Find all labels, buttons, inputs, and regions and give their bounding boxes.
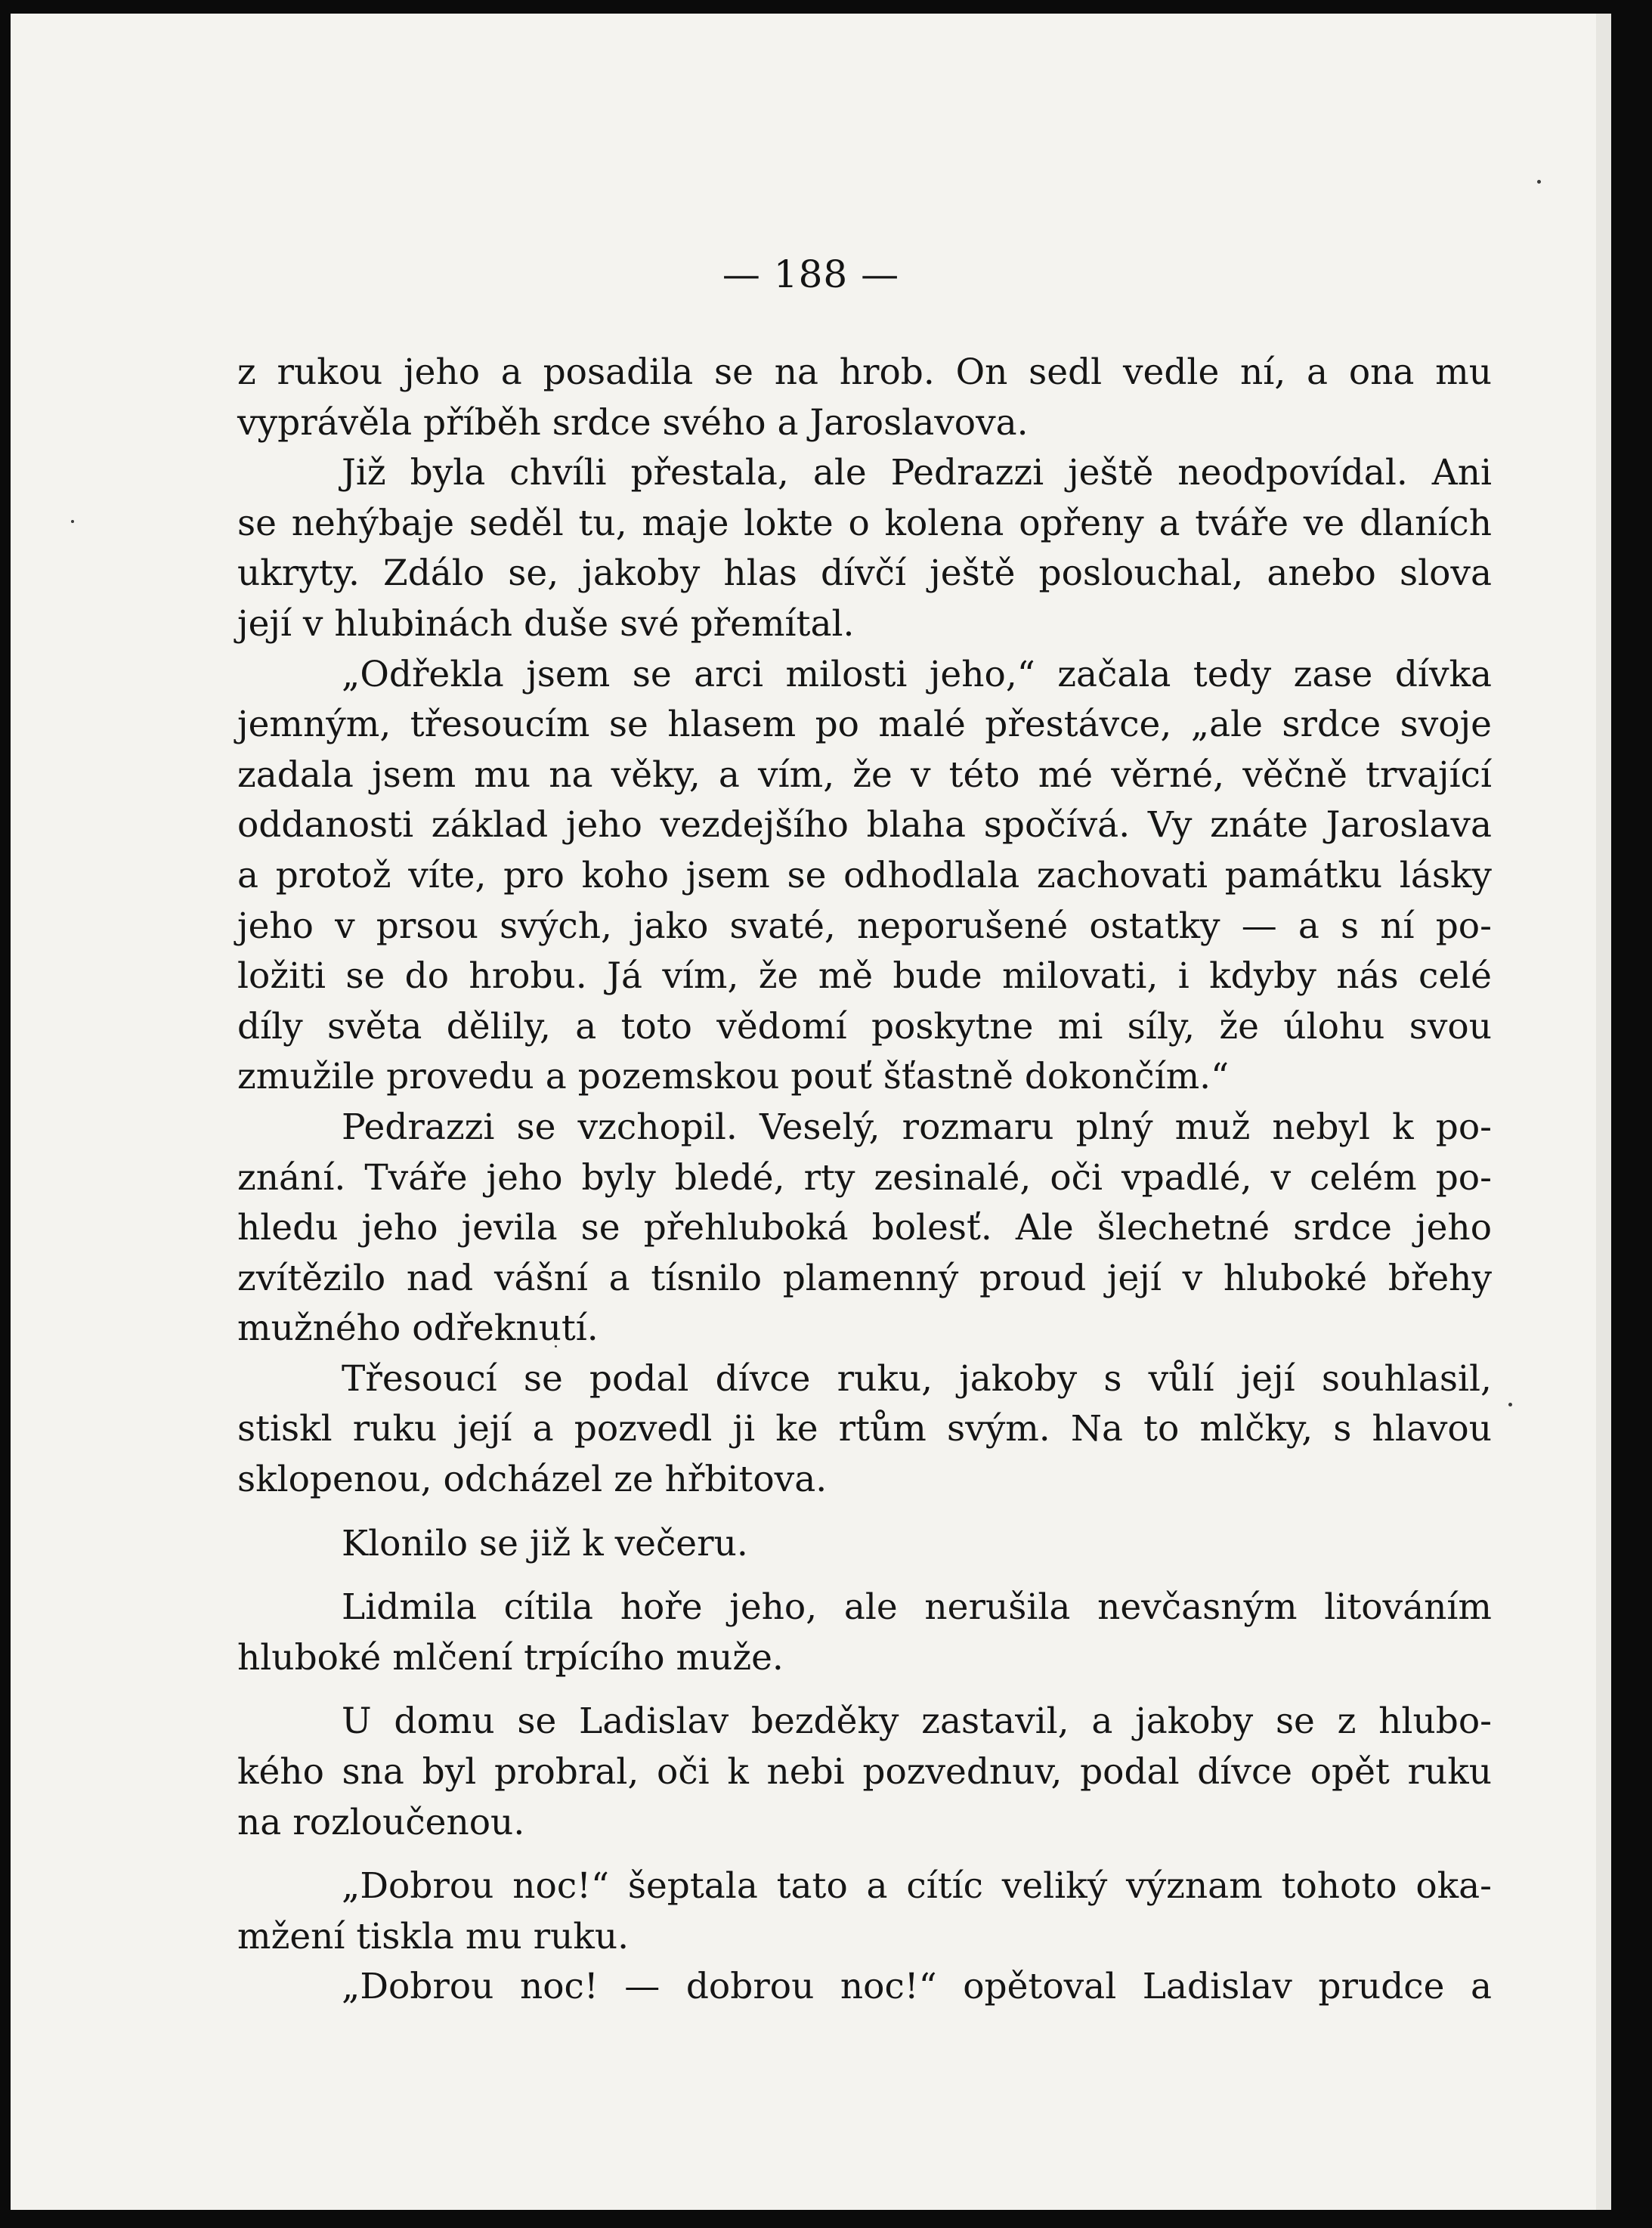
text-line: sklopenou, odcházel ze hřbitova. xyxy=(237,1459,828,1501)
page-number: — 188 — xyxy=(722,252,900,296)
paragraph-gap xyxy=(237,1848,1492,1861)
paper-speck xyxy=(1537,180,1541,184)
text-line: zadala jsem mu na věky, a vím, že v této mé věrné, věčně trvající xyxy=(237,753,1492,796)
text-line: a protož víte, pro koho jsem se odhodlala zachovati památku lásky xyxy=(237,854,1492,896)
text-line: mžení tiskla mu ruku. xyxy=(237,1915,630,1957)
paragraph-gap xyxy=(237,1505,1492,1519)
text-line: znání. Tváře jeho byly bledé, rty zesinalé, oči vpadlé, v celém po- xyxy=(237,1156,1492,1199)
paper-speck xyxy=(71,520,74,523)
text-line: Již byla chvíli přestala, ale Pedrazzi ještě neodpovídal. Ani xyxy=(342,452,1492,494)
text-line: ložiti se do hrobu. Já vím, že mě bude milovati, i kdyby nás celé xyxy=(237,955,1492,998)
text-line: mužného odřeknutí. xyxy=(237,1307,599,1350)
text-line: „Odřekla jsem se arci milosti jeho,“ začala tedy zase dívka xyxy=(342,653,1492,695)
text-line: hledu jeho jevila se přehluboká bolesť. Ale šlechetné srdce jeho xyxy=(237,1207,1492,1249)
text-line: díly světa dělily, a toto vědomí poskytne mi síly, že úlohu svou xyxy=(237,1005,1492,1047)
text-line: se nehýbaje seděl tu, maje lokte o kolena opřeny a tváře ve dlaních xyxy=(237,502,1492,544)
text-line: z rukou jeho a posadila se na hrob. On sedl vedle ní, a ona mu xyxy=(237,351,1492,393)
paper-speck xyxy=(1508,1403,1512,1406)
text-line: Pedrazzi se vzchopil. Veselý, rozmaru plný muž nebyl k po- xyxy=(342,1106,1492,1148)
paragraph-gap xyxy=(237,1683,1492,1697)
paragraph-gap xyxy=(237,1569,1492,1583)
text-line: Lidmila cítila hoře jeho, ale nerušila nevčasným litováním xyxy=(342,1586,1492,1629)
text-line: stiskl ruku její a pozvedl ji ke rtům svým. Na to mlčky, s hlavou xyxy=(237,1408,1492,1450)
text-line: Klonilo se již k večeru. xyxy=(342,1522,748,1564)
text-line: jeho v prsou svých, jako svaté, neporušené ostatky — a s ní po- xyxy=(237,905,1492,947)
text-line: „Dobrou noc! — dobrou noc!“ opětoval Ladislav prudce a xyxy=(342,1966,1492,2008)
book-page xyxy=(11,14,1611,2210)
text-line: její v hlubinách duše své přemítal. xyxy=(237,602,855,645)
text-line: jemným, třesoucím se hlasem po malé přestávce, „ale srdce svoje xyxy=(237,704,1492,746)
text-line: zvítězilo nad vášní a tísnilo plamenný proud její v hluboké břehy xyxy=(237,1257,1492,1299)
text-line: U domu se Ladislav bezděky zastavil, a jakoby se z hlubo- xyxy=(342,1700,1492,1743)
text-line: zmužile provedu a pozemskou pouť šťastně dokončím.“ xyxy=(237,1056,1230,1098)
text-line: hluboké mlčení trpícího muže. xyxy=(237,1636,784,1679)
body-text xyxy=(237,348,1492,2013)
text-line: Třesoucí se podal dívce ruku, jakoby s vůlí její souhlasil, xyxy=(342,1357,1492,1400)
page-edge-shadow xyxy=(1596,14,1611,2210)
text-line: kého sna byl probral, oči k nebi pozvednuv, podal dívce opět ruku xyxy=(237,1751,1492,1793)
text-line: oddanosti základ jeho vezdejšího blaha spočívá. Vy znáte Jaroslava xyxy=(237,804,1492,846)
text-line: „Dobrou noc!“ šeptala tato a cítíc veliký význam tohoto oka- xyxy=(342,1865,1492,1908)
text-line: ukryty. Zdálo se, jakoby hlas dívčí ještě poslouchal, anebo slova xyxy=(237,552,1492,595)
text-line: vyprávěla příběh srdce svého a Jaroslavova. xyxy=(237,401,1029,444)
text-line: na rozloučenou. xyxy=(237,1801,525,1843)
